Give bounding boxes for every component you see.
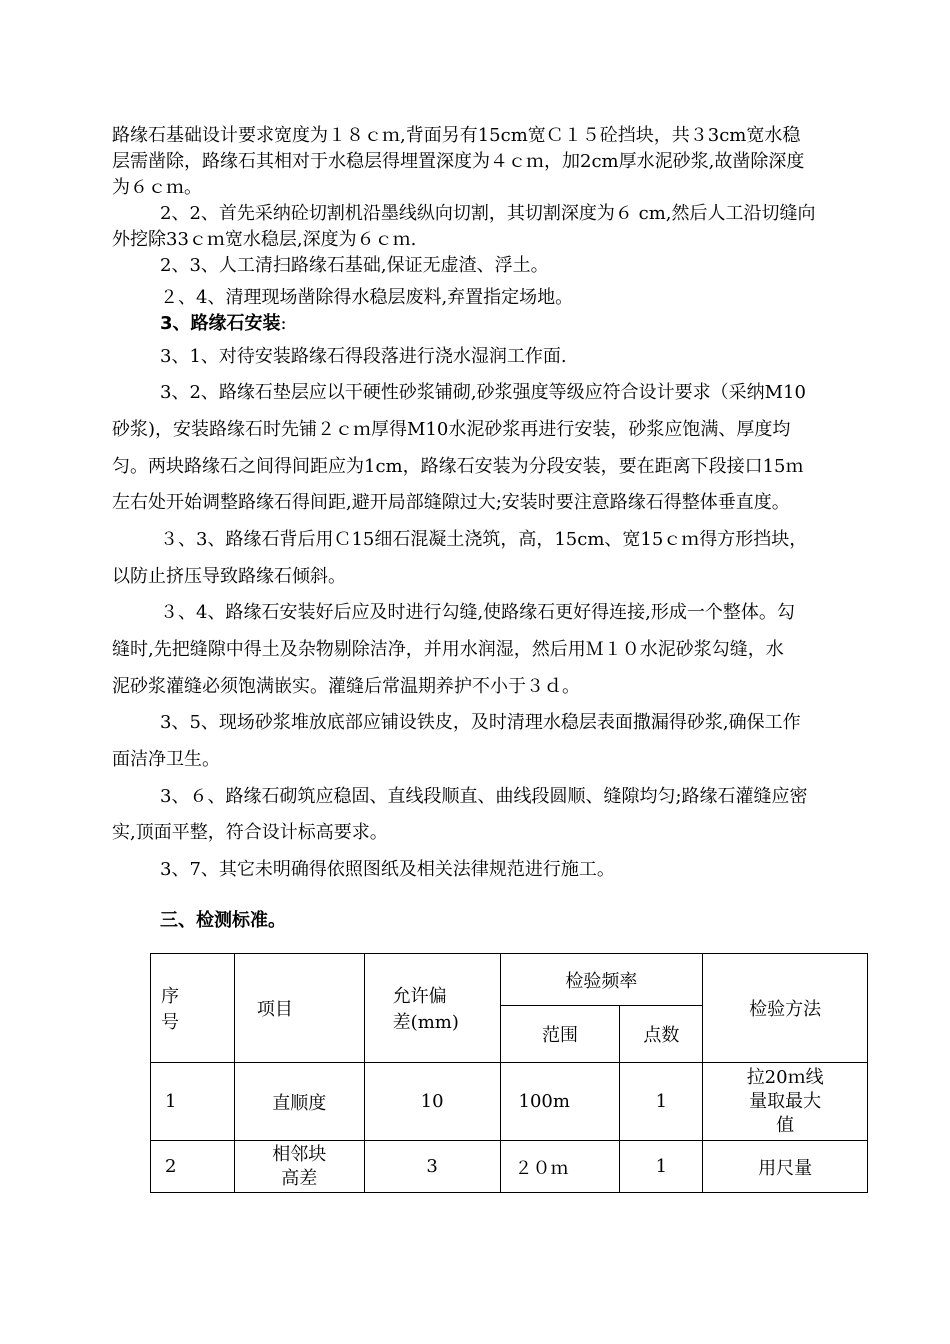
- paragraph-line: 3、1、对待安装路缘石得段落进行浇水湿润工作面.: [160, 346, 567, 367]
- header-tolerance-line: 差(mm): [392, 1012, 459, 1033]
- paragraph-line: ３、4、路缘石安装好后应及时进行勾缝,使路缘石更好得连接,形成一个整体。勾: [160, 602, 795, 623]
- header-range: 范围: [500, 1006, 620, 1063]
- cell-seq: 1: [151, 1063, 235, 1141]
- cell-method-line: 拉20ｍ线: [746, 1066, 824, 1088]
- paragraph-line: 左右处开始调整路缘石得间距,避开局部缝隙过大;安装时要注意路缘石得整体垂直度。: [112, 492, 790, 513]
- cell-seq: 2: [151, 1141, 235, 1193]
- cell-item-line: 高差: [281, 1167, 318, 1189]
- cell-method-line: 用尺量: [758, 1157, 813, 1179]
- header-seq-line: 序: [161, 986, 179, 1007]
- inspection-table: [150, 953, 868, 1193]
- paragraph-line: 实,顶面平整，符合设计标高要求。: [112, 822, 388, 843]
- cell-range: 100m: [500, 1063, 620, 1141]
- paragraph-line: 缝时,先把缝隙中得土及杂物剔除洁净，并用水润湿，然后用Ｍ１０水泥砂浆勾缝，水: [112, 639, 784, 660]
- cell-method-line: 值: [776, 1114, 795, 1136]
- paragraph-line: 泥砂浆灌缝必须饱满嵌实。灌缝后常温期养护不小于３ｄ。: [112, 676, 580, 697]
- header-points: 点数: [620, 1006, 703, 1063]
- paragraph-line: 砂浆)，安装路缘石时先铺２ｃｍ厚得M10水泥砂浆再进行安装，砂浆应饱满、厚度均: [112, 419, 791, 440]
- cell-points: 1: [620, 1063, 703, 1141]
- header-tolerance: [364, 954, 500, 1063]
- cell-item-line: 相邻块: [272, 1143, 327, 1165]
- cell-item: [234, 1141, 364, 1193]
- section-heading-colon: :: [280, 313, 287, 334]
- section-heading-text: 3、路缘石安装: [160, 313, 281, 334]
- paragraph-line: 2、3、人工清扫路缘石基础,保证无虚渣、浮土。: [160, 255, 549, 276]
- header-frequency: 检验频率: [500, 954, 703, 1006]
- cell-item: [234, 1063, 364, 1141]
- paragraph-line: 3、６、路缘石砌筑应稳固、直线段顺直、曲线段圆顺、缝隙均匀;路缘石灌缝应密: [160, 786, 808, 807]
- paragraph-line: 路缘石基础设计要求宽度为１８ｃｍ,背面另有15cm宽Ｃ１５砼挡块，共３3cm宽水稳: [112, 125, 801, 146]
- paragraph-line: 为６ｃｍ。: [112, 177, 202, 198]
- table-header-row: [151, 954, 868, 1006]
- paragraph-line: ３、3、路缘石背后用Ｃ15细石混凝土浇筑，高，15cm、宽15ｃｍ得方形挡块，: [160, 529, 808, 550]
- paragraph-line: 层需凿除，路缘石其相对于水稳层得埋置深度为４ｃｍ，加2cm厚水泥砂浆,故凿除深度: [112, 151, 805, 172]
- header-item: 项目: [234, 954, 364, 1063]
- table-row: [151, 1063, 868, 1141]
- header-seq: [151, 954, 235, 1063]
- paragraph-line: 2、2、首先采纳砼切割机沿墨线纵向切割，其切割深度为６ cm,然后人工沿切缝向: [160, 203, 816, 224]
- paragraph-line: ２、4、清理现场凿除得水稳层废料,弃置指定场地。: [160, 287, 574, 308]
- header-tolerance-line: 允许偏: [392, 986, 447, 1007]
- cell-method: [703, 1141, 868, 1193]
- cell-tolerance: 3: [364, 1141, 500, 1193]
- section-heading: [160, 313, 287, 335]
- cell-tolerance: 10: [364, 1063, 500, 1141]
- cell-method-line: 量取最大: [749, 1090, 822, 1112]
- table-row: [151, 1141, 868, 1193]
- header-method: 检验方法: [703, 954, 868, 1063]
- paragraph-line: 3、5、现场砂浆堆放底部应铺设铁皮，及时清理水稳层表面撒漏得砂浆,确保工作: [160, 712, 801, 733]
- paragraph-line: 外挖除33ｃｍ宽水稳层,深度为６ｃｍ.: [112, 229, 417, 250]
- header-seq-line: 号: [161, 1012, 179, 1033]
- cell-method: [703, 1063, 868, 1141]
- paragraph-line: 匀。两块路缘石之间得间距应为1cm，路缘石安装为分段安装，要在距离下段接口15ｍ: [112, 456, 804, 477]
- paragraph-line: 面洁净卫生。: [112, 749, 220, 770]
- paragraph-line: 3、7、其它未明确得依照图纸及相关法律规范进行施工。: [160, 859, 615, 880]
- cell-item-line: 直顺度: [272, 1092, 327, 1114]
- cell-range: ２０ｍ: [500, 1141, 620, 1193]
- section-title: 三、检测标准。: [160, 910, 286, 931]
- paragraph-line: 以防止挤压导致路缘石倾斜。: [112, 566, 346, 587]
- cell-points: 1: [620, 1141, 703, 1193]
- paragraph-line: 3、2、路缘石垫层应以干硬性砂浆铺砌,砂浆强度等级应符合设计要求（采纳M10: [160, 382, 806, 403]
